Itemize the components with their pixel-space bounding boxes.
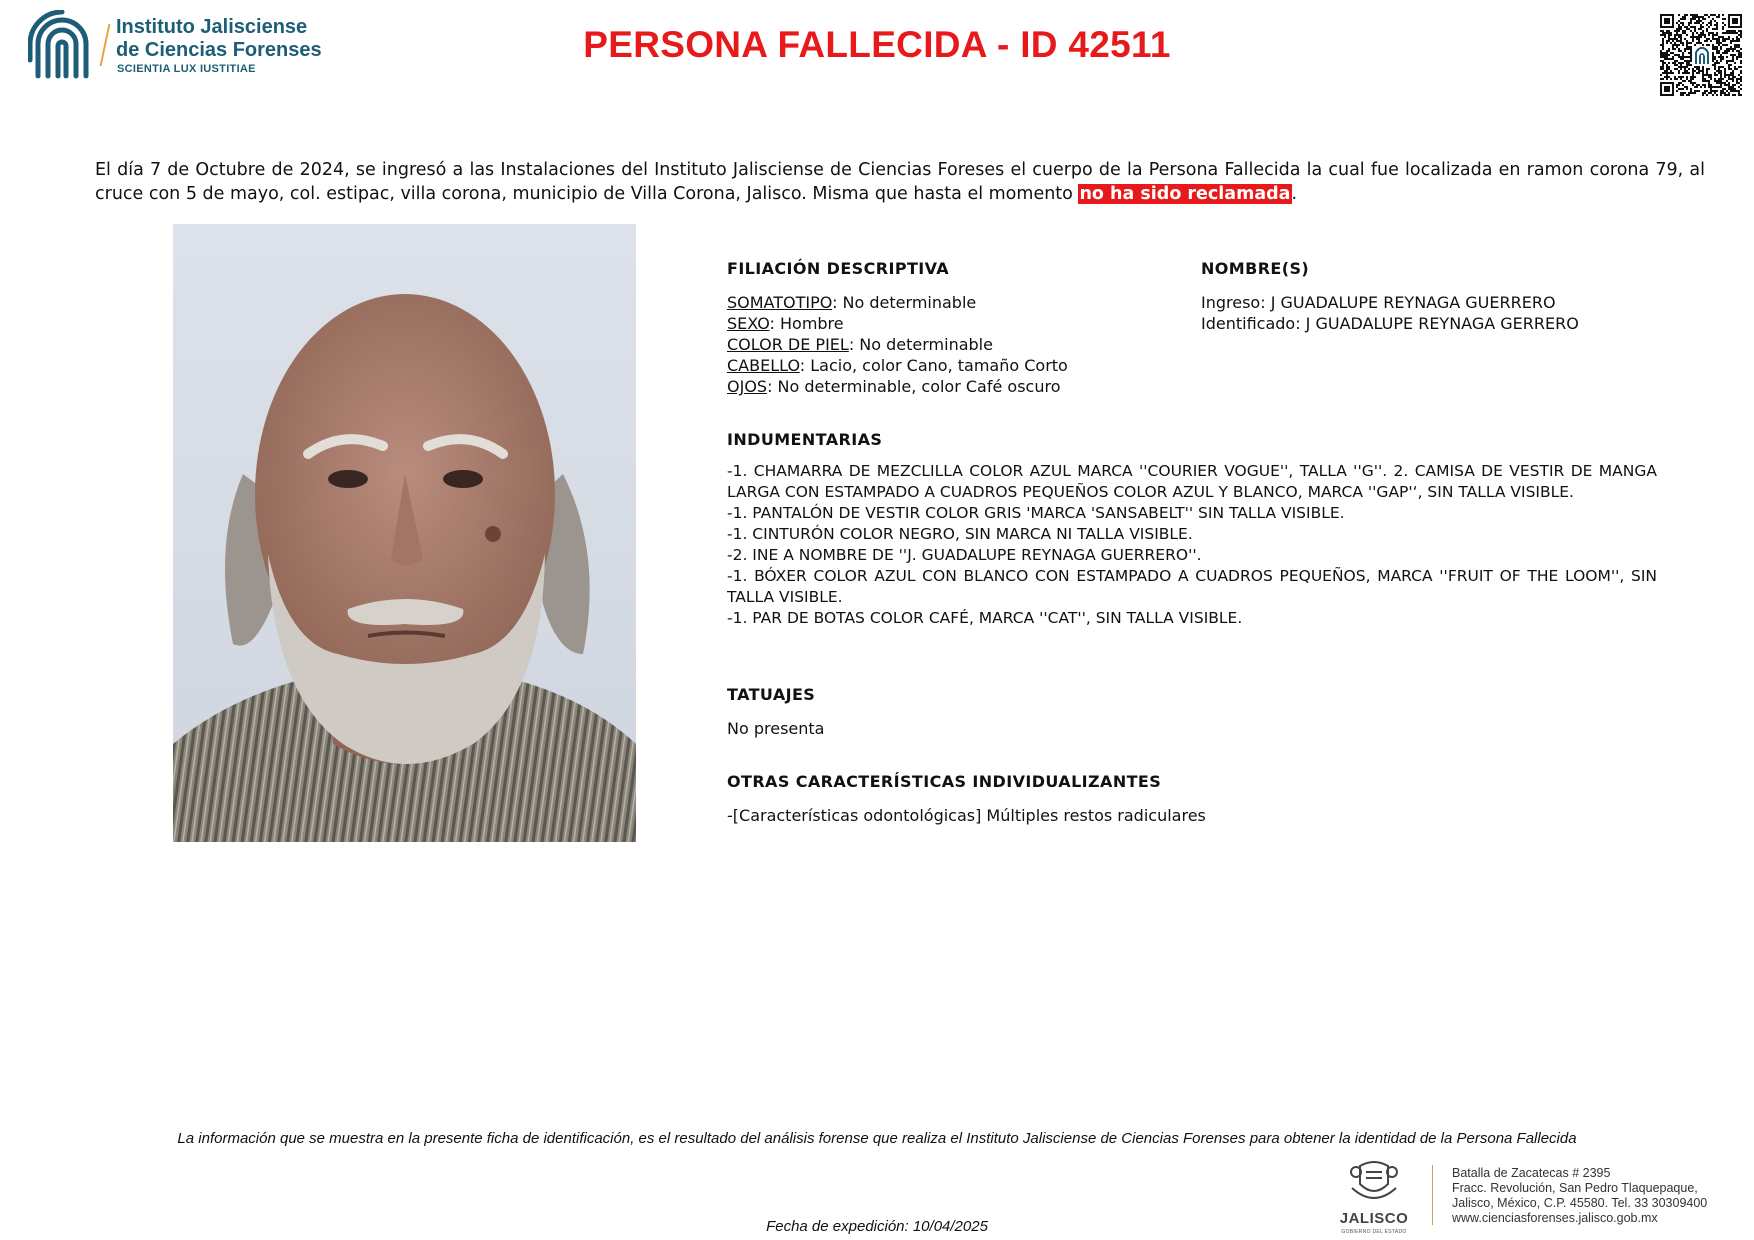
- filiacion-item: OJOS: No determinable, color Café oscuro: [727, 377, 1061, 396]
- tatuajes-value: No presenta: [727, 719, 825, 738]
- nombre-ingreso: Ingreso: J GUADALUPE REYNAGA GUERRERO: [1201, 293, 1556, 312]
- intro-paragraph: [95, 158, 1705, 206]
- address-block: [1452, 1166, 1707, 1226]
- otras-value: -[Características odontológicas] Múltiples restos radiculares: [727, 806, 1206, 825]
- jalisco-logo: [1330, 1158, 1418, 1238]
- intro-tail: .: [1291, 184, 1298, 204]
- qr-code-icon[interactable]: [1660, 14, 1742, 96]
- org-name-line2: de Ciencias Forenses: [116, 39, 322, 61]
- nombres-list: [1201, 292, 1579, 334]
- address-line: Batalla de Zacatecas # 2395: [1452, 1166, 1611, 1180]
- nombres-heading: NOMBRE(S): [1201, 259, 1310, 278]
- indumentarias-heading: INDUMENTARIAS: [727, 430, 883, 449]
- tatuajes-heading: TATUAJES: [727, 685, 816, 704]
- address-line: Fracc. Revolución, San Pedro Tlaquepaque,: [1452, 1181, 1698, 1195]
- otras-heading: OTRAS CARACTERÍSTICAS INDIVIDUALIZANTES: [727, 772, 1162, 791]
- address-line: Jalisco, México, C.P. 45580. Tel. 33 30309400: [1452, 1196, 1708, 1210]
- deceased-photo: [173, 224, 636, 842]
- website-link[interactable]: www.cienciasforenses.jalisco.gob.mx: [1452, 1211, 1658, 1225]
- jalisco-seal-icon: [1330, 1158, 1418, 1210]
- nombre-identificado: Identificado: J GUADALUPE REYNAGA GERRERO: [1201, 314, 1579, 333]
- filiacion-item: SEXO: Hombre: [727, 314, 844, 333]
- issue-date: Fecha de expedición: 10/04/2025: [766, 1218, 988, 1235]
- filiacion-list: [727, 292, 1068, 397]
- indumentaria-item: -1. PAR DE BOTAS COLOR CAFÉ, MARCA ''CAT'', SIN TALLA VISIBLE.: [727, 609, 1243, 627]
- intro-text: El día 7 de Octubre de 2024, se ingresó a las Instalaciones del Instituto Jalisciense de Ciencias Foreses el cuerpo de la Persona Fallecida la cual fue localizada en ramon corona 79, al cruce con 5 de mayo, col. estipac, villa corona, municipio de Villa Corona, Jalisco. Misma que hasta el momento: [95, 160, 1705, 204]
- footer-divider: [1432, 1165, 1433, 1225]
- disclaimer: La información que se muestra en la presente ficha de identificación, es el resultado del análisis forense que realiza el Instituto Jalisciense de Ciencias Forenses para obtener la identidad de la Persona Fallecida: [177, 1130, 1577, 1147]
- filiacion-item: CABELLO: Lacio, color Cano, tamaño Corto: [727, 356, 1068, 375]
- unclaimed-badge: no ha sido reclamada: [1079, 184, 1291, 204]
- org-name-line1: Instituto Jalisciense: [116, 16, 308, 38]
- org-motto: SCIENTIA LUX IUSTITIAE: [117, 63, 256, 75]
- indumentaria-item: -1. BÓXER COLOR AZUL CON BLANCO CON ESTAMPADO A CUADROS PEQUEÑOS, MARCA ''FRUIT OF THE LOOM'', SIN TALLA VISIBLE.: [727, 567, 1657, 606]
- indumentaria-item: -2. INE A NOMBRE DE ''J. GUADALUPE REYNAGA GUERRERO''.: [727, 546, 1202, 564]
- jalisco-subtitle: GOBIERNO DEL ESTADO: [1341, 1229, 1407, 1235]
- indumentarias-list: [727, 461, 1657, 629]
- filiacion-item: COLOR DE PIEL: No determinable: [727, 335, 993, 354]
- jalisco-wordmark: JALISCO: [1339, 1210, 1409, 1227]
- page-title: PERSONA FALLECIDA - ID 42511: [583, 24, 1171, 65]
- filiacion-heading: FILIACIÓN DESCRIPTIVA: [727, 259, 950, 278]
- indumentaria-item: -1. CHAMARRA DE MEZCLILLA COLOR AZUL MARCA ''COURIER VOGUE'', TALLA ''G''. 2. CAMISA DE VESTIR DE MANGA LARGA CON ESTAMPADO A CUADROS PEQUEÑOS COLOR AZUL Y BLANCO, MARCA ''GAP'‘, SIN TALLA VISIBLE.: [727, 462, 1657, 501]
- indumentaria-item: -1. PANTALÓN DE VESTIR COLOR GRIS 'MARCA 'SANSABELT'' SIN TALLA VISIBLE.: [727, 504, 1345, 522]
- filiacion-item: SOMATOTIPO: No determinable: [727, 293, 977, 312]
- indumentaria-item: -1. CINTURÓN COLOR NEGRO, SIN MARCA NI TALLA VISIBLE.: [727, 525, 1193, 543]
